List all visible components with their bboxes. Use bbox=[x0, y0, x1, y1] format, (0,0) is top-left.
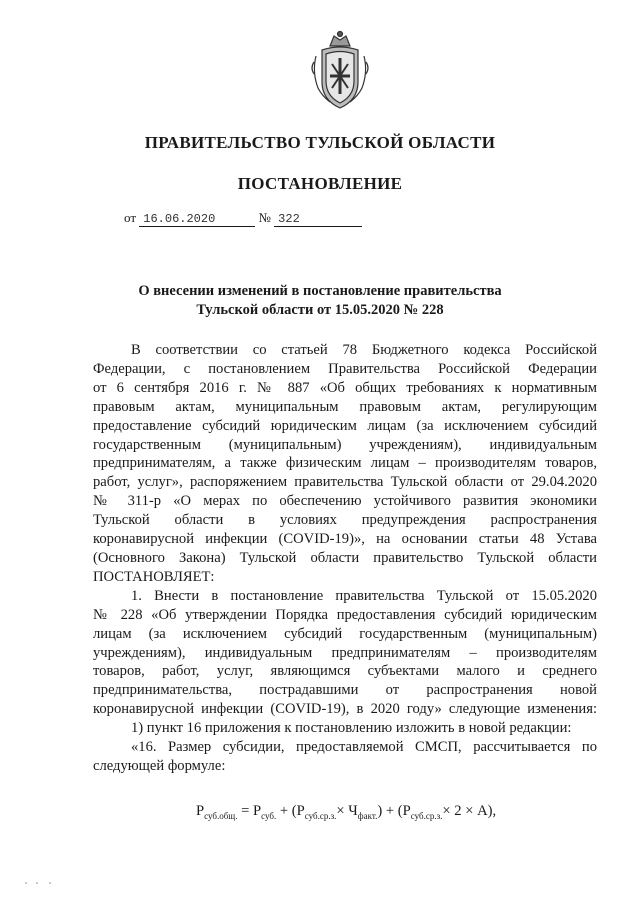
formula-operator: × bbox=[336, 803, 349, 819]
body-line: 1) пункт 16 приложения к постановлению изложить в новой редакции: bbox=[131, 720, 572, 737]
body-line: государственным (муниципальным) учреждениям), индивидуальным bbox=[93, 436, 597, 453]
subsidy-formula bbox=[196, 803, 496, 821]
body-line: лицам (за исключением субсидий государственным (муниципальным) bbox=[93, 625, 597, 642]
body-line: следующей формуле: bbox=[93, 757, 226, 774]
title-line: О внесении изменений в постановление правительства bbox=[138, 283, 502, 299]
body-line: № 228 «Об утверждении Порядка предоставления субсидий юридическим bbox=[93, 606, 597, 623]
body-line: правовым актам, муниципальным правовым актам, регулирующим bbox=[93, 398, 597, 415]
formula-operator: = bbox=[237, 803, 254, 819]
document-body bbox=[93, 341, 597, 776]
body-line: «16. Размер субсидии, предоставляемой СМСП, рассчитывается по bbox=[131, 739, 597, 756]
date-label: от bbox=[124, 210, 137, 225]
body-line: ПОСТАНОВЛЯЕТ: bbox=[93, 568, 215, 585]
body-line: (Основного Закона) Тульской области правительство Тульской области bbox=[93, 549, 597, 566]
formula-symbol: P bbox=[196, 803, 205, 819]
body-line: Тульской области в условиях предупреждения распространения bbox=[93, 512, 597, 529]
body-line: учреждениям), индивидуальным предпринимателям – производителям bbox=[93, 644, 597, 661]
formula-subscript: суб.ср.з. bbox=[410, 810, 443, 821]
title-line: Тульской области от 15.05.2020 № 228 bbox=[196, 302, 444, 318]
government-heading: ПРАВИТЕЛЬСТВО ТУЛЬСКОЙ ОБЛАСТИ bbox=[144, 133, 496, 152]
formula-subscript: суб.общ. bbox=[204, 810, 238, 821]
body-line: 1. Внести в постановление правительства Тульской от 15.05.2020 bbox=[131, 587, 597, 604]
body-line: предпринимателям, а также физическим лицам – производителям товаров, bbox=[93, 455, 597, 472]
scan-dots bbox=[24, 880, 54, 886]
coat-of-arms-emblem bbox=[308, 28, 372, 112]
body-line: предпринимательства, пострадавшими от распространения новой bbox=[93, 682, 597, 699]
number-label: № bbox=[258, 210, 271, 225]
document-type-heading: ПОСТАНОВЛЕНИЕ bbox=[237, 174, 403, 193]
formula-symbol: P bbox=[253, 803, 262, 819]
body-line: В соответствии со статьей 78 Бюджетного кодекса Российской bbox=[131, 342, 597, 358]
formula-subscript: факт. bbox=[357, 810, 378, 821]
document-number: 322 bbox=[274, 212, 362, 227]
body-line: работ, услуг», распоряжением правительства Тульской области от 29.04.2020 bbox=[93, 474, 597, 491]
body-line: коронавирусной инфекции (COVID-19), в 2020 году» следующие изменения: bbox=[93, 701, 597, 718]
formula-symbol: Ч bbox=[348, 803, 358, 819]
formula-symbol: P bbox=[296, 803, 305, 819]
body-line: от 6 сентября 2016 г. № 887 «Об общих требованиях к нормативным bbox=[93, 379, 597, 396]
document-title bbox=[0, 282, 640, 320]
body-line: коронавирусной инфекции (COVID-19)», на основании статьи 48 Устава bbox=[93, 531, 597, 548]
date-number-line bbox=[124, 210, 362, 227]
body-line: предоставление субсидий юридическим лицам (за исключением субсидий bbox=[93, 417, 597, 434]
body-line: № 311-р «О мерах по обеспечению устойчивого развития экономики bbox=[93, 493, 597, 510]
formula-subscript: суб.ср.з. bbox=[304, 810, 337, 821]
body-line: Федерации, с постановлением Правительства Российской Федерации bbox=[93, 360, 597, 377]
formula-operator: × 2 × А), bbox=[442, 803, 497, 819]
formula-operator: ) + ( bbox=[377, 803, 403, 819]
formula-symbol: P bbox=[402, 803, 411, 819]
document-date: 16.06.2020 bbox=[139, 212, 255, 227]
formula-operator: + ( bbox=[276, 803, 297, 819]
body-line: товаров, работ, услуг, являющимся субъектами малого и среднего bbox=[93, 663, 597, 680]
formula-subscript: суб. bbox=[261, 810, 277, 821]
